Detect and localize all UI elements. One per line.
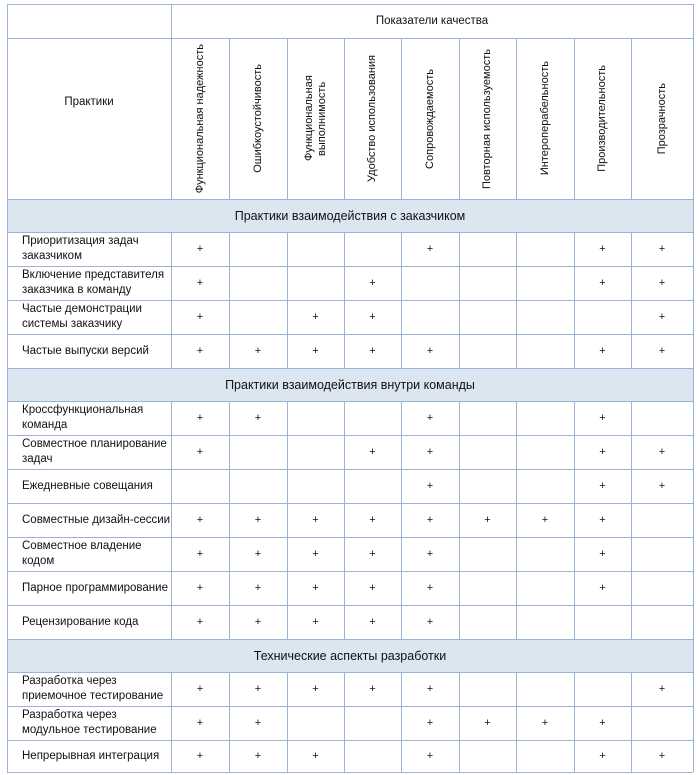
plus-mark bbox=[401, 740, 459, 772]
empty-mark bbox=[344, 740, 401, 772]
plus-mark-text: + bbox=[599, 243, 606, 255]
column-header bbox=[631, 38, 693, 199]
empty-mark bbox=[459, 469, 516, 503]
plus-mark bbox=[229, 401, 287, 435]
plus-mark bbox=[229, 740, 287, 772]
column-header bbox=[516, 38, 574, 199]
plus-mark bbox=[401, 401, 459, 435]
plus-mark-text: + bbox=[369, 683, 376, 695]
section-title-text: Практики взаимодействия с заказчиком bbox=[234, 208, 466, 223]
plus-mark bbox=[287, 571, 344, 605]
practice-name bbox=[7, 334, 171, 368]
plus-mark bbox=[287, 503, 344, 537]
plus-mark bbox=[287, 334, 344, 368]
plus-mark bbox=[631, 334, 693, 368]
empty-mark bbox=[459, 605, 516, 639]
plus-mark-text: + bbox=[599, 277, 606, 289]
practice-name-text: Приоритизация задач заказчиком bbox=[22, 235, 139, 262]
plus-mark bbox=[401, 503, 459, 537]
plus-mark bbox=[344, 672, 401, 706]
plus-mark bbox=[631, 232, 693, 266]
practice-name bbox=[7, 232, 171, 266]
plus-mark bbox=[574, 740, 631, 772]
plus-mark-text: + bbox=[658, 277, 666, 289]
empty-mark bbox=[459, 266, 516, 300]
plus-mark-text: + bbox=[484, 717, 491, 729]
plus-mark-text: + bbox=[254, 548, 262, 560]
plus-mark-text: + bbox=[426, 548, 434, 560]
plus-mark bbox=[171, 605, 229, 639]
plus-mark bbox=[459, 706, 516, 740]
plus-mark-text: + bbox=[196, 548, 204, 560]
plus-mark bbox=[631, 266, 693, 300]
column-header-label: Функциональная выполнимость bbox=[302, 75, 328, 162]
column-header-label: Интероперабельность bbox=[538, 61, 551, 176]
plus-mark bbox=[287, 605, 344, 639]
plus-mark bbox=[229, 571, 287, 605]
plus-mark-text: + bbox=[196, 582, 204, 594]
plus-mark-text: + bbox=[369, 345, 376, 357]
column-header-label: Производительность bbox=[596, 65, 608, 172]
practice-name-text: Ежедневные совещания bbox=[22, 479, 153, 492]
plus-mark bbox=[344, 605, 401, 639]
empty-mark bbox=[229, 435, 287, 469]
plus-mark bbox=[171, 503, 229, 537]
plus-mark-text: + bbox=[254, 717, 262, 729]
plus-mark-text: + bbox=[196, 412, 204, 424]
plus-mark-text: + bbox=[369, 514, 376, 526]
plus-mark-text: + bbox=[426, 717, 434, 729]
empty-mark bbox=[516, 605, 574, 639]
plus-mark bbox=[171, 672, 229, 706]
empty-mark bbox=[459, 740, 516, 772]
plus-mark-text: + bbox=[426, 345, 434, 357]
plus-mark bbox=[344, 571, 401, 605]
empty-mark bbox=[516, 300, 574, 334]
practice-name-text: Рецензирование кода bbox=[22, 615, 139, 628]
empty-mark bbox=[516, 401, 574, 435]
plus-mark-text: + bbox=[254, 683, 262, 695]
plus-mark-text: + bbox=[599, 345, 606, 357]
plus-mark bbox=[344, 537, 401, 571]
practice-name-text: Разработка через приемочное тестирование bbox=[22, 675, 164, 702]
section-title bbox=[7, 199, 693, 232]
plus-mark bbox=[574, 435, 631, 469]
column-header bbox=[171, 38, 229, 199]
plus-mark bbox=[344, 266, 401, 300]
empty-mark bbox=[229, 232, 287, 266]
plus-mark bbox=[229, 672, 287, 706]
plus-mark bbox=[229, 334, 287, 368]
plus-mark-text: + bbox=[541, 717, 549, 729]
plus-mark bbox=[401, 232, 459, 266]
plus-mark-text: + bbox=[426, 582, 434, 594]
plus-mark bbox=[171, 401, 229, 435]
empty-mark bbox=[516, 537, 574, 571]
plus-mark-text: + bbox=[658, 446, 666, 458]
plus-mark-text: + bbox=[312, 514, 319, 526]
plus-mark bbox=[171, 537, 229, 571]
plus-mark-text: + bbox=[369, 277, 376, 289]
plus-mark bbox=[344, 334, 401, 368]
plus-mark-text: + bbox=[599, 412, 606, 424]
plus-mark-text: + bbox=[658, 750, 666, 762]
plus-mark bbox=[574, 334, 631, 368]
plus-mark bbox=[287, 537, 344, 571]
column-header bbox=[287, 38, 344, 199]
plus-mark bbox=[631, 469, 693, 503]
empty-mark bbox=[229, 469, 287, 503]
plus-mark bbox=[171, 266, 229, 300]
practice-name-text: Совместные дизайн-сессии bbox=[22, 513, 171, 526]
practice-name-text: Включение представителя заказчика в команду bbox=[22, 269, 165, 296]
plus-mark-text: + bbox=[541, 514, 549, 526]
column-header-label: Удобство использования bbox=[366, 55, 378, 182]
plus-mark bbox=[516, 706, 574, 740]
plus-mark-text: + bbox=[312, 548, 319, 560]
plus-mark-text: + bbox=[369, 311, 376, 323]
empty-mark bbox=[516, 740, 574, 772]
empty-mark bbox=[631, 571, 693, 605]
practices-header-label: Практики bbox=[64, 95, 114, 108]
plus-mark bbox=[401, 537, 459, 571]
plus-mark bbox=[344, 503, 401, 537]
plus-mark bbox=[171, 300, 229, 334]
column-header-label: Функциональная надежность bbox=[193, 43, 206, 194]
empty-mark bbox=[516, 571, 574, 605]
plus-mark-text: + bbox=[426, 446, 434, 458]
empty-mark bbox=[459, 334, 516, 368]
empty-mark bbox=[631, 537, 693, 571]
plus-mark bbox=[574, 571, 631, 605]
plus-mark-text: + bbox=[196, 446, 204, 458]
plus-mark-text: + bbox=[599, 514, 606, 526]
plus-mark-text: + bbox=[658, 345, 666, 357]
empty-mark bbox=[459, 672, 516, 706]
column-header bbox=[459, 38, 516, 199]
plus-mark-text: + bbox=[254, 514, 262, 526]
column-header-label: Ошибкоустойчивость bbox=[251, 64, 264, 173]
plus-mark-text: + bbox=[254, 582, 262, 594]
plus-mark bbox=[574, 401, 631, 435]
practice-name-text: Парное программирование bbox=[22, 581, 168, 594]
plus-mark bbox=[401, 334, 459, 368]
plus-mark-text: + bbox=[196, 311, 204, 323]
practice-name bbox=[7, 605, 171, 639]
plus-mark bbox=[229, 503, 287, 537]
plus-mark-text: + bbox=[196, 345, 204, 357]
plus-mark bbox=[631, 300, 693, 334]
plus-mark bbox=[171, 435, 229, 469]
empty-mark bbox=[287, 435, 344, 469]
plus-mark bbox=[171, 706, 229, 740]
plus-mark-text: + bbox=[426, 412, 434, 424]
empty-mark bbox=[516, 232, 574, 266]
empty-mark bbox=[631, 605, 693, 639]
plus-mark bbox=[344, 435, 401, 469]
plus-mark-text: + bbox=[196, 750, 204, 762]
plus-mark-text: + bbox=[658, 311, 666, 323]
plus-mark-text: + bbox=[254, 750, 262, 762]
empty-mark bbox=[344, 706, 401, 740]
plus-mark-text: + bbox=[312, 750, 319, 762]
plus-mark bbox=[229, 605, 287, 639]
empty-mark bbox=[287, 266, 344, 300]
practice-name bbox=[7, 571, 171, 605]
plus-mark-text: + bbox=[196, 616, 204, 628]
practice-name bbox=[7, 672, 171, 706]
empty-mark bbox=[631, 706, 693, 740]
empty-mark bbox=[344, 401, 401, 435]
column-header bbox=[229, 38, 287, 199]
column-header-label: Повторная используемость bbox=[481, 48, 493, 189]
empty-mark bbox=[344, 469, 401, 503]
empty-mark bbox=[401, 300, 459, 334]
empty-mark bbox=[287, 706, 344, 740]
plus-mark bbox=[401, 605, 459, 639]
plus-mark-text: + bbox=[426, 750, 434, 762]
plus-mark bbox=[401, 571, 459, 605]
empty-mark bbox=[516, 266, 574, 300]
empty-mark bbox=[516, 469, 574, 503]
quality-header-label: Показатели качества bbox=[375, 15, 489, 27]
practice-name-text: Частые демонстрации системы заказчику bbox=[22, 303, 142, 330]
plus-mark-text: + bbox=[254, 616, 262, 628]
plus-mark-text: + bbox=[312, 311, 319, 323]
practice-name bbox=[7, 435, 171, 469]
practice-name-text: Совместное владение кодом bbox=[22, 540, 142, 567]
plus-mark-text: + bbox=[658, 243, 666, 255]
practice-name bbox=[7, 503, 171, 537]
practice-name bbox=[7, 740, 171, 772]
plus-mark-text: + bbox=[599, 582, 606, 594]
plus-mark-text: + bbox=[426, 243, 434, 255]
plus-mark bbox=[401, 435, 459, 469]
practice-name bbox=[7, 300, 171, 334]
column-header-label: Сопровождаемость bbox=[423, 68, 436, 169]
section-title bbox=[7, 368, 693, 401]
plus-mark-text: + bbox=[312, 345, 319, 357]
column-header-label: Прозрачность bbox=[655, 82, 668, 155]
empty-mark bbox=[516, 334, 574, 368]
plus-mark bbox=[574, 706, 631, 740]
plus-mark bbox=[287, 672, 344, 706]
plus-mark bbox=[574, 232, 631, 266]
plus-mark bbox=[229, 537, 287, 571]
plus-mark bbox=[631, 672, 693, 706]
plus-mark-text: + bbox=[599, 717, 606, 729]
plus-mark bbox=[344, 300, 401, 334]
empty-mark bbox=[287, 232, 344, 266]
plus-mark-text: + bbox=[254, 412, 262, 424]
empty-mark bbox=[229, 266, 287, 300]
empty-mark bbox=[516, 672, 574, 706]
plus-mark-text: + bbox=[484, 514, 491, 526]
plus-mark-text: + bbox=[599, 446, 606, 458]
empty-mark bbox=[171, 469, 229, 503]
section-title-text: Практики взаимодействия внутри команды bbox=[225, 377, 475, 392]
section-title-text: Технические аспекты разработки bbox=[253, 648, 447, 663]
plus-mark-text: + bbox=[599, 548, 606, 560]
practice-name-text: Разработка через модульное тестирование bbox=[22, 709, 157, 736]
empty-mark bbox=[344, 232, 401, 266]
plus-mark-text: + bbox=[426, 480, 434, 492]
plus-mark-text: + bbox=[369, 548, 376, 560]
plus-mark-text: + bbox=[369, 446, 376, 458]
plus-mark bbox=[574, 266, 631, 300]
plus-mark bbox=[574, 503, 631, 537]
empty-mark bbox=[287, 469, 344, 503]
empty-mark bbox=[574, 672, 631, 706]
plus-mark-text: + bbox=[196, 683, 204, 695]
column-header bbox=[574, 38, 631, 199]
plus-mark-text: + bbox=[196, 514, 204, 526]
plus-mark bbox=[459, 503, 516, 537]
plus-mark-text: + bbox=[312, 616, 319, 628]
practice-name bbox=[7, 469, 171, 503]
section-title bbox=[7, 639, 693, 672]
plus-mark bbox=[401, 706, 459, 740]
plus-mark bbox=[287, 740, 344, 772]
plus-mark bbox=[171, 232, 229, 266]
empty-mark bbox=[459, 537, 516, 571]
plus-mark-text: + bbox=[196, 243, 204, 255]
plus-mark bbox=[401, 672, 459, 706]
plus-mark-text: + bbox=[196, 717, 204, 729]
empty-mark bbox=[229, 300, 287, 334]
plus-mark bbox=[171, 334, 229, 368]
plus-mark bbox=[631, 740, 693, 772]
plus-mark-text: + bbox=[599, 750, 606, 762]
plus-mark bbox=[516, 503, 574, 537]
empty-mark bbox=[574, 300, 631, 334]
empty-mark bbox=[459, 232, 516, 266]
plus-mark-text: + bbox=[369, 616, 376, 628]
empty-mark bbox=[516, 435, 574, 469]
plus-mark bbox=[631, 435, 693, 469]
empty-mark bbox=[459, 571, 516, 605]
quality-header bbox=[171, 4, 693, 38]
plus-mark bbox=[229, 706, 287, 740]
empty-mark bbox=[459, 401, 516, 435]
practice-name bbox=[7, 537, 171, 571]
plus-mark bbox=[574, 537, 631, 571]
plus-mark bbox=[287, 300, 344, 334]
practice-name bbox=[7, 266, 171, 300]
column-header bbox=[401, 38, 459, 199]
empty-mark bbox=[631, 503, 693, 537]
plus-mark-text: + bbox=[254, 345, 262, 357]
empty-mark bbox=[287, 401, 344, 435]
plus-mark-text: + bbox=[658, 683, 666, 695]
plus-mark bbox=[574, 469, 631, 503]
plus-mark-text: + bbox=[369, 582, 376, 594]
plus-mark-text: + bbox=[658, 480, 666, 492]
plus-mark bbox=[171, 571, 229, 605]
column-header bbox=[344, 38, 401, 199]
practice-name-text: Непрерывная интеграция bbox=[22, 749, 160, 762]
practice-name-text: Кроссфункциональная команда bbox=[22, 404, 144, 431]
empty-mark bbox=[574, 605, 631, 639]
practices-header bbox=[7, 4, 171, 199]
plus-mark-text: + bbox=[312, 582, 319, 594]
empty-mark bbox=[401, 266, 459, 300]
plus-mark-text: + bbox=[426, 683, 434, 695]
empty-mark bbox=[631, 401, 693, 435]
plus-mark-text: + bbox=[196, 277, 204, 289]
practice-name-text: Совместное планирование задач bbox=[22, 438, 167, 465]
practice-name bbox=[7, 706, 171, 740]
plus-mark bbox=[401, 469, 459, 503]
plus-mark-text: + bbox=[599, 480, 606, 492]
practice-name bbox=[7, 401, 171, 435]
plus-mark-text: + bbox=[426, 514, 434, 526]
empty-mark bbox=[459, 435, 516, 469]
plus-mark bbox=[171, 740, 229, 772]
empty-mark bbox=[459, 300, 516, 334]
practice-name-text: Частые выпуски версий bbox=[22, 344, 149, 357]
plus-mark-text: + bbox=[426, 616, 434, 628]
plus-mark-text: + bbox=[312, 683, 319, 695]
